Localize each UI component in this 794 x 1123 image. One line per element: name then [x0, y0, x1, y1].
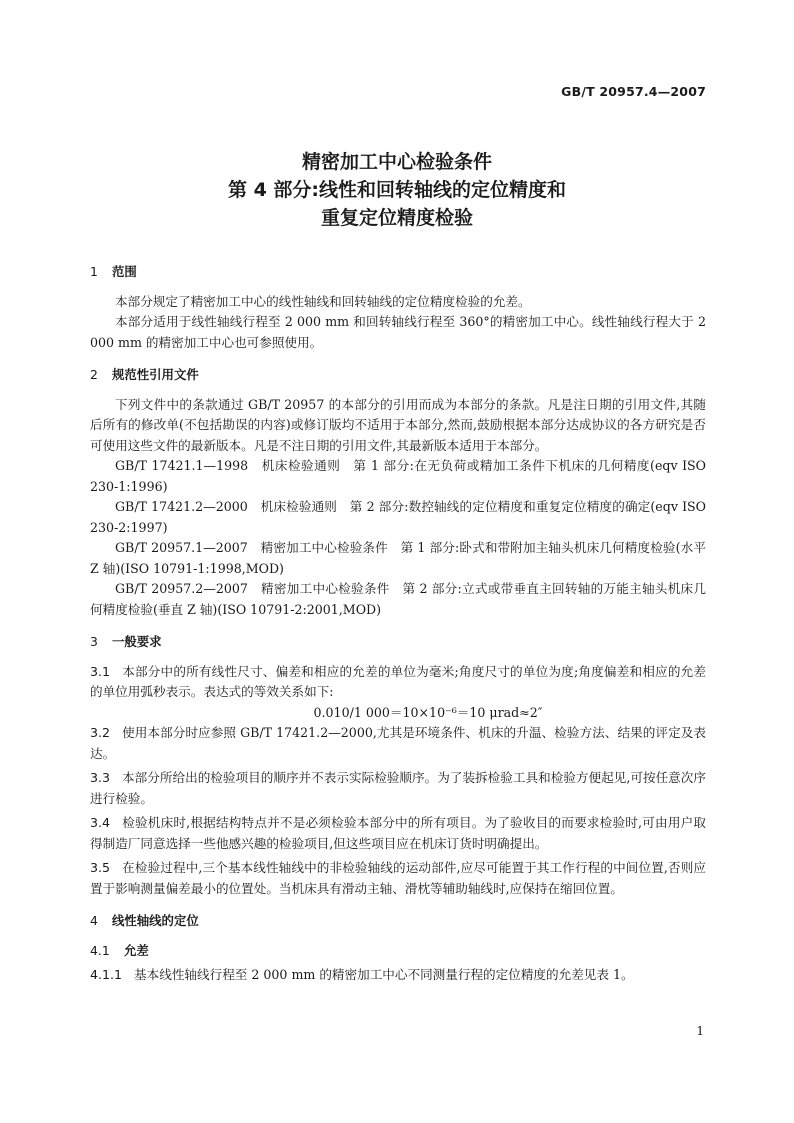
section-1-heading	[90, 262, 706, 283]
clause-number: 3.2	[90, 725, 111, 740]
reference-item: GB/T 17421.1—1998 机床检验通则 第 1 部分:在无负荷或精加工条件下机床的几何精度(eqv ISO 230-1:1996)	[90, 458, 706, 494]
section-title: 一般要求	[112, 634, 162, 649]
clause-text: 在检验过程中,三个基本线性轴线中的非检验轴线的运动部件,应尽可能置于其工作行程的中间位置,否则应置于影响测量偏差最小的位置处。当机床具有滑动主轴、滑枕等辅助轴线时,应保持在缩回位置。	[90, 860, 706, 896]
clause-3-3	[90, 768, 706, 809]
subsection-number: 4.1	[90, 942, 110, 958]
title-line-3: 重复定位精度检验	[320, 207, 473, 229]
clause-3-4	[90, 813, 706, 854]
scope-paragraph-1: 本部分规定了精密加工中心的线性轴线和回转轴线的定位精度检验的允差。	[115, 293, 531, 309]
section-title: 范围	[112, 264, 137, 279]
section-number: 3	[90, 634, 98, 649]
standard-code: GB/T 20957.4—2007	[561, 84, 706, 99]
clause-number: 3.5	[90, 860, 111, 875]
section-title: 线性轴线的定位	[112, 913, 199, 928]
clause-text: 检验机床时,根据结构特点并不是必须检验本部分中的所有项目。为了验收目的而要求检验时,可由用户取得制造厂同意选择一些他感兴趣的检验项目,但这些项目应在机床订货时明确提出。	[90, 815, 706, 851]
reference-item: GB/T 20957.1—2007 精密加工中心检验条件 第 1 部分:卧式和带附加主轴头机床几何精度检验(水平 Z 轴)(ISO 10791-1:1998,MOD)	[90, 540, 706, 576]
subsection-4-1-heading	[90, 941, 706, 962]
clause-3-2	[90, 723, 706, 764]
reference-item: GB/T 20957.2—2007 精密加工中心检验条件 第 2 部分:立式或带垂直主回转轴的万能主轴头机床几何精度检验(垂直 Z 轴)(ISO 10791-2:2001,MOD)	[90, 581, 706, 617]
clause-text: 使用本部分时应参照 GB/T 17421.2—2000,尤其是环境条件、机床的升温、检验方法、结果的评定及表达。	[90, 725, 706, 761]
clause-text: 本部分所给出的检验项目的顺序并不表示实际检验顺序。为了装拆检验工具和检验方便起见,可按任意次序进行检验。	[90, 770, 706, 806]
clause-3-1	[90, 662, 706, 703]
section-number: 1	[90, 264, 98, 279]
clause-number: 3.1	[90, 663, 111, 679]
clause-number: 4.1.1	[90, 967, 123, 982]
reference-item: GB/T 17421.2—2000 机床检验通则 第 2 部分:数控轴线的定位精度和重复定位精度的确定(eqv ISO 230-2:1997)	[90, 499, 706, 535]
section-title: 规范性引用文件	[112, 367, 199, 382]
document-body	[90, 262, 706, 986]
page-number: 1	[696, 1024, 704, 1038]
section-number: 4	[90, 913, 98, 928]
references-intro-paragraph: 下列文件中的条款通过 GB/T 20957 的本部分的引用而成为本部分的条款。凡是注日期的引用文件,其随后所有的修改单(不包括勘误的内容)或修订版均不适用于本部分,然而,鼓励根据本部分达成协议的各方研究是否可使用这些文件的最新版本。凡是不注日期的引用文件,其最新版本适用于本部分。	[90, 396, 706, 453]
equivalence-formula: 0.010/1 000＝10×10⁻⁶＝10 μrad≈2″	[313, 704, 543, 720]
clause-number: 3.4	[90, 815, 111, 830]
scope-paragraph-2: 本部分适用于线性轴线行程至 2 000 mm 和回转轴线行程至 360°的精密加工中心。线性轴线行程大于 2 000 mm 的精密加工中心也可参照使用。	[90, 314, 706, 350]
section-number: 2	[90, 367, 98, 382]
clause-4-1-1	[90, 965, 706, 986]
clause-text: 本部分中的所有线性尺寸、偏差和相应的允差的单位为毫米;角度尺寸的单位为度;角度偏差和相应的允差的单位用弧秒表示。表达式的等效关系如下:	[90, 663, 706, 699]
title-line-1: 精密加工中心检验条件	[301, 151, 492, 173]
subsection-title: 允差	[124, 942, 149, 958]
clause-3-5	[90, 858, 706, 899]
title-line-2: 第 4 部分:线性和回转轴线的定位精度和	[227, 179, 567, 201]
document-title	[0, 148, 794, 232]
section-3-heading	[90, 632, 706, 653]
section-4-heading	[90, 911, 706, 932]
clause-text: 基本线性轴线行程至 2 000 mm 的精密加工中心不同测量行程的定位精度的允差见表 1。	[134, 967, 634, 982]
section-2-heading	[90, 365, 706, 386]
clause-number: 3.3	[90, 770, 111, 785]
